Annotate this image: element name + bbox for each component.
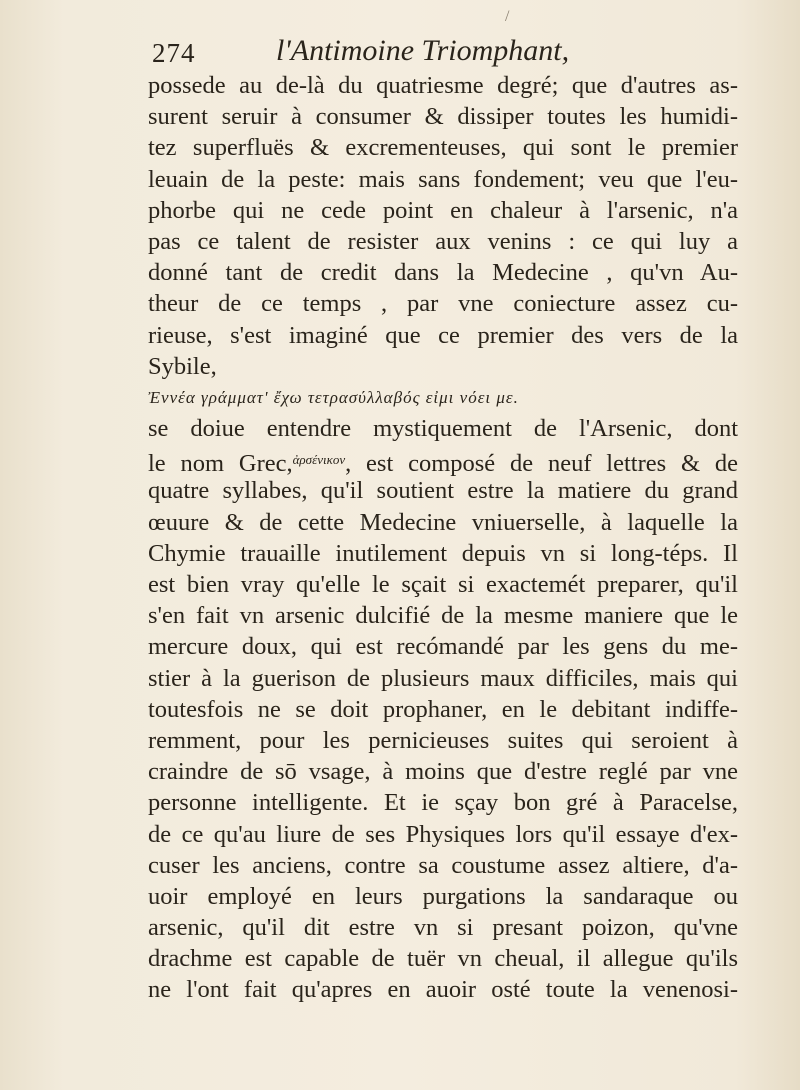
- text-line: uoir employé en leurs purgations la sandaraque ou: [148, 882, 738, 910]
- text-line: quatre syllabes, qu'il soutient estre la matiere du grand: [148, 477, 738, 505]
- text-line: surent seruir à consumer & dissiper toutes les humidi-: [148, 103, 738, 131]
- text-line: Sybile,: [148, 352, 217, 380]
- page-number: 274: [152, 38, 196, 68]
- text-line: arsenic, qu'il dit estre vn si presant poizon, qu'vne: [148, 914, 738, 942]
- text-line: personne intelligente. Et ie sçay bon gré à Paracelse,: [148, 789, 738, 817]
- text-line: drachme est capable de tuër vn cheual, il allegue qu'ils: [148, 945, 738, 973]
- text-line: pas ce talent de resister aux venins : ce qui luy a: [148, 227, 738, 255]
- running-title: l'Antimoine Triomphant,: [276, 34, 570, 67]
- text-line: ne l'ont fait qu'apres en auoir osté toute la venenosi-: [148, 976, 738, 1004]
- page-header: [150, 30, 750, 74]
- text-segment: , est composé de neuf lettres & de: [345, 450, 738, 478]
- text-line: toutesfois ne se doit prophaner, en le debitant indiffe-: [148, 695, 738, 723]
- text-line: donné tant de credit dans la Medecine , qu'vn Au-: [148, 259, 738, 287]
- text-line: est bien vray qu'elle le sçait si exactemét preparer, qu'il: [148, 571, 738, 598]
- greek-verse: Ἐννέα γράμματ' ἔχω τετρασύλλαβός εἰμι νόει με.: [148, 387, 519, 407]
- text-line: Chymie trauaille inutilement depuis vn si long-téps. Il: [148, 539, 738, 567]
- text-line: mercure doux, qui est recómandé par les gens du me-: [148, 633, 738, 661]
- text-line: stier à la guerison de plusieurs maux difficiles, mais qui: [148, 664, 738, 692]
- text-line: craindre de sō vsage, à moins que d'estre reglé par vne: [148, 758, 738, 786]
- stray-ink-mark: /: [505, 8, 510, 25]
- text-line: s'en fait vn arsenic dulcifié de la mesme maniere que le: [148, 602, 738, 630]
- text-line: tez superfluës & excrementeuses, qui sont le premier: [148, 134, 738, 162]
- text-line: [148, 444, 738, 478]
- text-line: leuain de la peste: mais sans fondement; veu que l'eu-: [148, 165, 738, 193]
- text-line: œuure & de cette Medecine vniuerselle, à laquelle la: [148, 508, 738, 536]
- body-text: [148, 70, 738, 1006]
- greek-word: ἀρσένικον: [292, 452, 346, 468]
- text-line: remment, pour les pernicieuses suites qui seroient à: [148, 726, 738, 754]
- text-line: de ce qu'au liure de ses Physiques lors qu'il essaye d'ex-: [148, 820, 738, 848]
- text-line: se doiue entendre mystiquement de l'Arsenic, dont: [148, 415, 738, 443]
- text-line: rieuse, s'est imaginé que ce premier des vers de la: [148, 321, 738, 349]
- text-line: possede au de-là du quatriesme degré; que d'autres as-: [148, 72, 738, 99]
- text-line: phorbe qui ne cede point en chaleur à l'arsenic, n'a: [148, 196, 738, 224]
- text-line: theur de ce temps , par vne coniecture assez cu-: [148, 290, 738, 318]
- text-line: cuser les anciens, contre sa coustume assez altiere, d'a-: [148, 851, 738, 879]
- text-segment: le nom Grec,: [148, 450, 293, 478]
